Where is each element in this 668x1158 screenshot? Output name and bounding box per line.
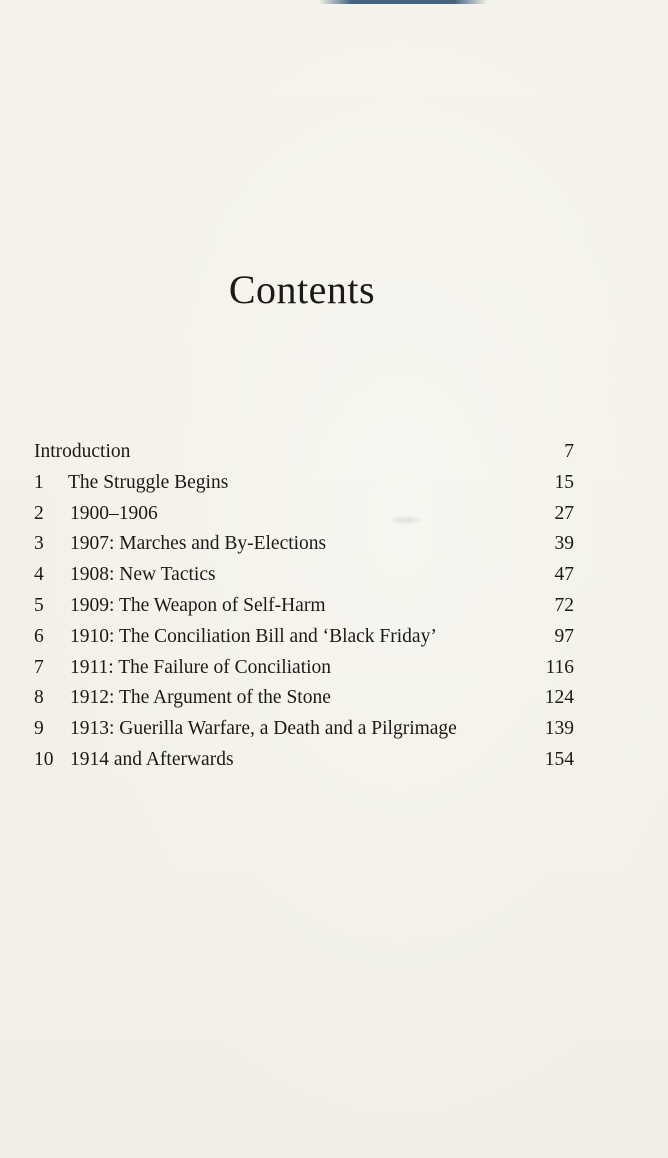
toc-entry-number: 4 bbox=[34, 564, 44, 586]
toc-entry-chapter bbox=[34, 468, 574, 499]
toc-entry-page: 27 bbox=[554, 502, 574, 524]
toc-entry-page: 97 bbox=[554, 625, 574, 647]
toc-entry-title: 1911: The Failure of Conciliation bbox=[70, 656, 332, 678]
toc-entry-title: Introduction bbox=[34, 441, 131, 462]
toc-entry-title: 1910: The Conciliation Bill and ‘Black Friday’ bbox=[70, 625, 437, 647]
toc-entry-number: 10 bbox=[34, 748, 54, 770]
toc-entry-chapter bbox=[34, 653, 574, 684]
toc-entry-title: 1913: Guerilla Warfare, a Death and a Pilgrimage bbox=[70, 718, 457, 740]
toc-entry-number: 5 bbox=[34, 594, 44, 616]
toc-entry-chapter bbox=[34, 745, 574, 776]
page-title: Contents bbox=[228, 267, 376, 312]
table-of-contents bbox=[34, 437, 574, 776]
toc-entry-page: 15 bbox=[554, 471, 574, 493]
toc-entry-page: 47 bbox=[554, 564, 574, 586]
toc-entry-page: 139 bbox=[544, 718, 574, 740]
toc-entry-number: 8 bbox=[34, 687, 44, 709]
toc-entry-title: 1914 and Afterwards bbox=[70, 748, 234, 770]
toc-entry-chapter bbox=[34, 560, 574, 591]
toc-entry-title: 1900–1906 bbox=[70, 502, 158, 524]
toc-entry-chapter bbox=[34, 714, 574, 745]
toc-entry-page: 72 bbox=[554, 594, 574, 616]
toc-entry-number: 2 bbox=[34, 502, 44, 524]
toc-entry-chapter bbox=[34, 683, 574, 714]
toc-entry-title: 1908: New Tactics bbox=[70, 564, 216, 586]
toc-entry-page: 154 bbox=[544, 748, 574, 770]
toc-entry-chapter bbox=[34, 622, 574, 653]
paper-speck bbox=[386, 515, 426, 525]
toc-entry-introduction bbox=[34, 437, 574, 468]
toc-entry-page: 39 bbox=[554, 533, 574, 555]
toc-entry-number: 1 bbox=[34, 471, 44, 493]
cover-edge bbox=[318, 0, 488, 4]
toc-entry-title: The Struggle Begins bbox=[68, 471, 229, 493]
toc-entry-number: 3 bbox=[34, 533, 44, 555]
toc-entry-number: 7 bbox=[34, 656, 44, 678]
toc-entry-title: 1907: Marches and By-Elections bbox=[70, 533, 327, 555]
toc-entry-page: 116 bbox=[545, 656, 574, 678]
toc-entry-number: 9 bbox=[34, 718, 44, 740]
toc-entry-title: 1912: The Argument of the Stone bbox=[70, 687, 331, 709]
toc-entry-chapter bbox=[34, 499, 574, 530]
toc-entry-page: 7 bbox=[564, 441, 574, 462]
toc-entry-number: 6 bbox=[34, 625, 44, 647]
toc-entry-chapter bbox=[34, 529, 574, 560]
toc-entry-title: 1909: The Weapon of Self-Harm bbox=[70, 594, 326, 616]
toc-entry-page: 124 bbox=[544, 687, 574, 709]
toc-entry-chapter bbox=[34, 591, 574, 622]
